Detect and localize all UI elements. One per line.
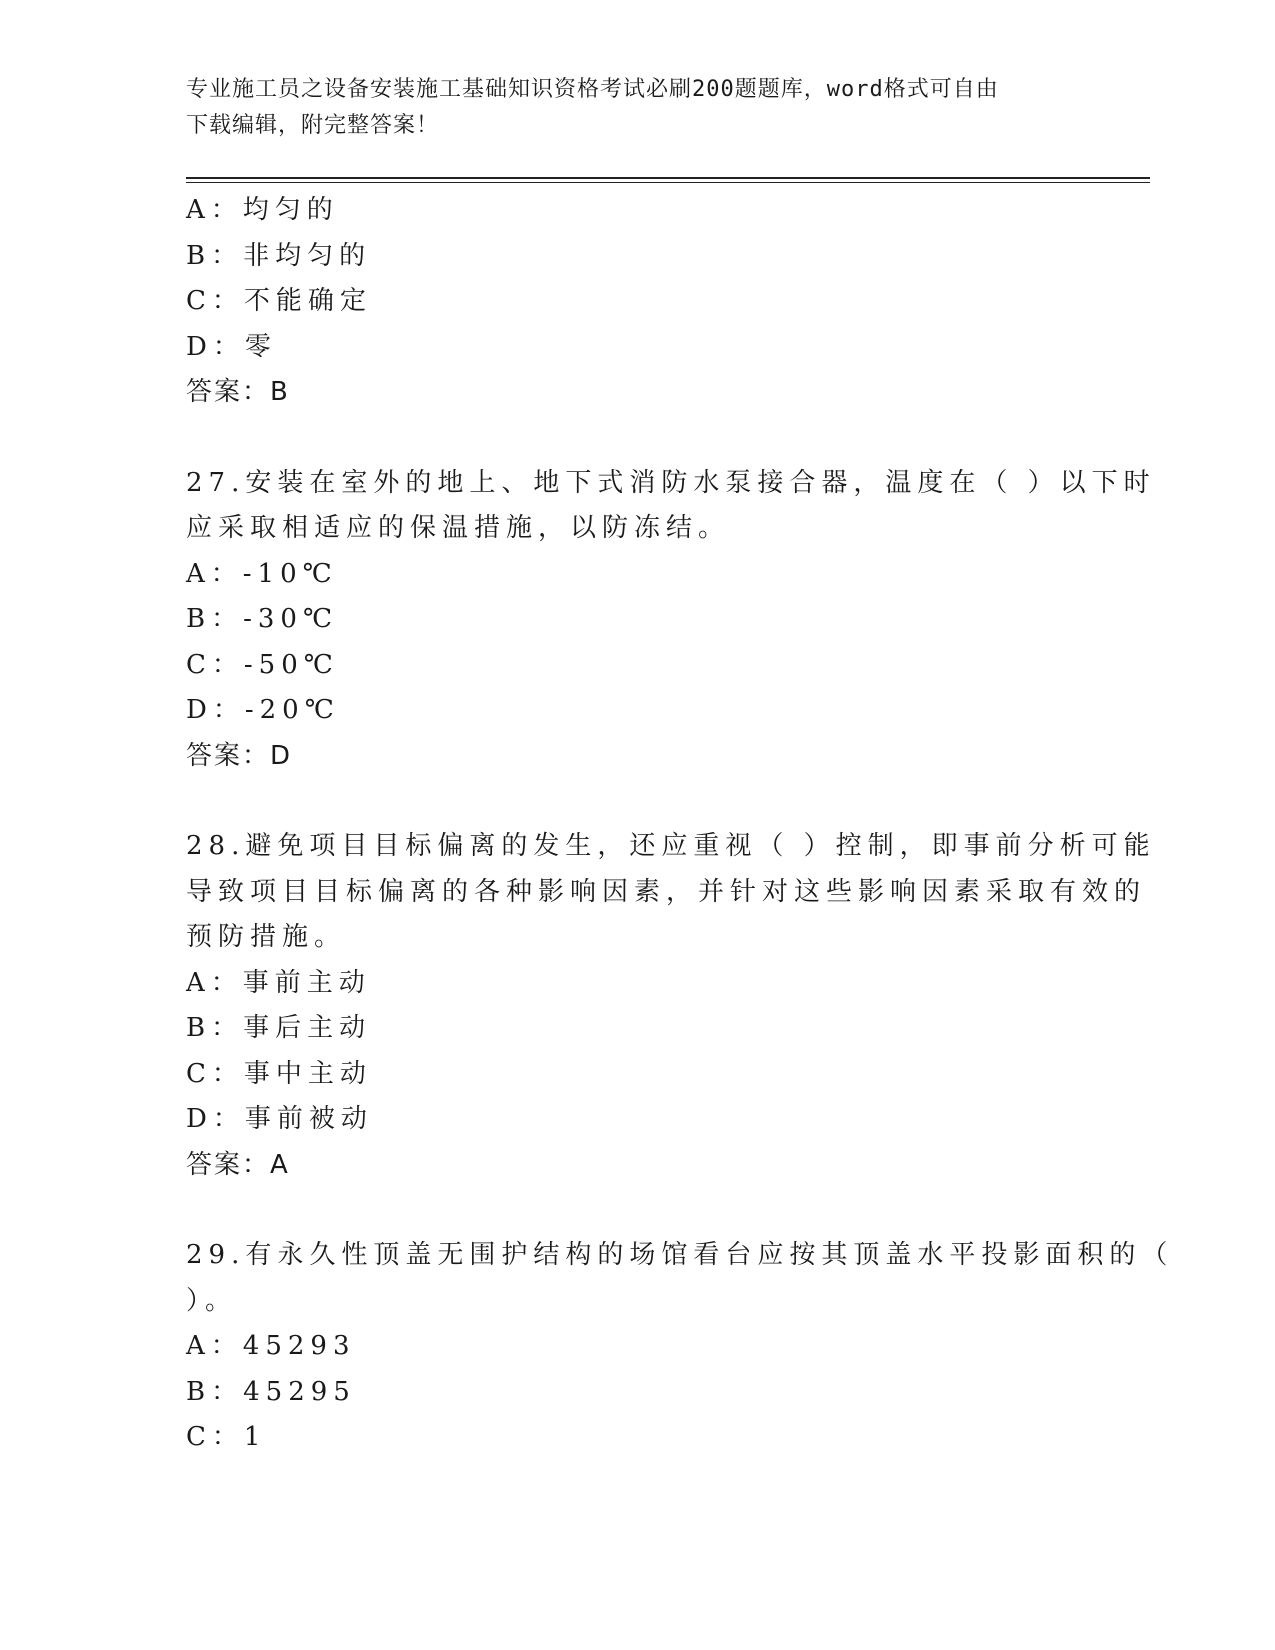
question-prev [186,188,1086,416]
option-b: B：45295 [186,1376,356,1407]
document-header [186,72,1066,144]
option-c: C：不能确定 [186,286,372,316]
question-text-line: 27.安装在室外的地上、地下式消防水泵接合器，温度在（ ）以下时 [186,467,1156,498]
option-c: C：事中主动 [186,1058,372,1089]
question-text-line: 预防措施。 [186,922,347,952]
option-c: C：-50℃ [186,649,339,680]
answer: 答案：D [186,740,293,771]
header-line-2: 下载编辑，附完整答案！ [186,113,440,138]
question-text-line: 28.避免项目目标偏离的发生，还应重视（ ）控制，即事前分析可能 [186,831,1156,861]
option-b: B：事后主动 [186,1013,372,1043]
option-a: A：45293 [186,1331,356,1361]
option-c: C：1 [186,1422,267,1452]
option-d: D：零 [186,331,277,362]
question-28 [186,824,1156,1188]
question-29 [186,1233,1174,1461]
option-a: A：事前主动 [186,967,371,998]
question-27 [186,461,1156,780]
option-b: B：-30℃ [186,604,339,634]
option-d: D：事前被动 [186,1104,373,1134]
answer: 答案：A [186,1149,290,1180]
option-b: B：非均匀的 [186,240,372,271]
answer: 答案：B [186,377,290,407]
header-rule-thin [186,182,1150,183]
option-d: D：-20℃ [186,695,340,725]
question-text-line: 导致项目目标偏离的各种影响因素，并针对这些影响因素采取有效的 [186,876,1147,907]
header-rule-thick [186,177,1150,179]
question-text-line: 29.有永久性顶盖无围护结构的场馆看台应按其顶盖水平投影面积的（ [186,1240,1174,1270]
option-a: A：均匀的 [186,195,339,225]
question-text-line: 应采取相适应的保温措施，以防冻结。 [186,513,731,543]
question-text-line: ）。 [186,1285,238,1316]
option-a: A：-10℃ [186,558,338,589]
question-list [186,188,1174,1461]
header-line-1: 专业施工员之设备安装施工基础知识资格考试必刷200题题库，word格式可自由 [186,77,999,102]
